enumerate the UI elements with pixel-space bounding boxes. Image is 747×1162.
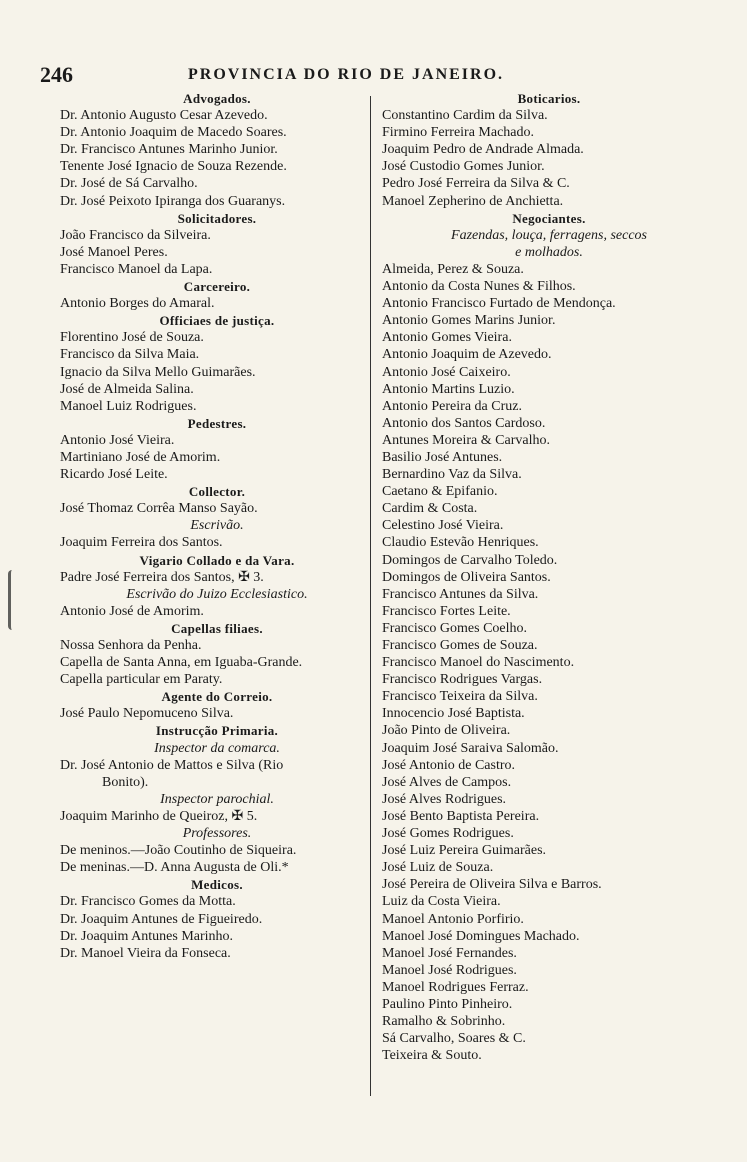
list-item: Ramalho & Sobrinho.	[382, 1014, 506, 1030]
list-item: João Pinto de Oliveira.	[382, 723, 511, 739]
list-item: Francisco Rodrigues Vargas.	[382, 672, 543, 688]
list-item: Francisco Manoel do Nascimento.	[382, 655, 575, 671]
list-item: Capella particular em Paraty.	[60, 672, 223, 688]
list-item: Joaquim Pedro de Andrade Almada.	[382, 142, 584, 158]
list-item: De meninas.—D. Anna Augusta de Oli.*	[60, 860, 289, 876]
section-heading: Solicitadores.	[177, 210, 257, 226]
list-item: Manoel Zepherino de Anchietta.	[382, 193, 564, 209]
list-item: Antonio José Caixeiro.	[382, 364, 511, 380]
list-item: Claudio Estevão Henriques.	[382, 535, 539, 551]
list-item: Francisco da Silva Maia.	[60, 347, 200, 363]
section-heading: Capellas filiaes.	[171, 620, 263, 636]
list-item: Antonio José de Amorim.	[60, 603, 204, 619]
margin-mark	[8, 570, 19, 630]
list-item: José Gomes Rodrigues.	[382, 826, 514, 842]
section-subheading: Escrivão.	[190, 518, 244, 534]
list-item: Martiniano José de Amorim.	[60, 449, 221, 465]
section-heading: Boticarios.	[517, 91, 581, 106]
list-item: José Bento Baptista Pereira.	[382, 808, 540, 824]
list-item-continuation: Bonito).	[102, 774, 149, 790]
list-item: Manoel Antonio Porfirio.	[382, 911, 524, 927]
list-item: Tenente José Ignacio de Souza Rezende.	[60, 159, 287, 175]
list-item: Dr. Antonio Joaquim de Macedo Soares.	[60, 125, 287, 141]
list-item: Pedro José Ferreira da Silva & C.	[382, 176, 570, 192]
list-item: Dr. Joaquim Antunes Marinho.	[60, 928, 234, 944]
section-heading: Carcereiro.	[183, 279, 251, 295]
list-item: Manoel Rodrigues Ferraz.	[382, 979, 529, 995]
list-item: Antonio José Vieira.	[60, 432, 175, 448]
list-item: Celestino José Vieira.	[382, 518, 504, 534]
section-heading: Agente do Correio.	[161, 689, 273, 705]
list-item: Francisco Antunes da Silva.	[382, 586, 539, 602]
section-heading: Advogados.	[183, 91, 251, 106]
section-subheading: Fazendas, louça, ferragens, seccos	[451, 227, 647, 243]
list-item: Antonio Gomes Vieira.	[382, 330, 512, 346]
list-item: José Thomaz Corrêa Manso Sayão.	[60, 501, 258, 517]
section-heading: Medicos.	[191, 877, 243, 893]
list-item: Francisco Manoel da Lapa.	[60, 261, 213, 277]
section-heading: Officiaes de justiça.	[159, 313, 275, 329]
list-item: Florentino José de Souza.	[60, 330, 204, 346]
section-subheading: Escrivão do Juizo Ecclesiastico.	[126, 586, 308, 602]
list-item: José Paulo Nepomuceno Silva.	[60, 706, 234, 722]
section-heading: Pedestres.	[187, 415, 247, 431]
list-item: Paulino Pinto Pinheiro.	[382, 996, 513, 1012]
list-item: Ricardo José Leite.	[60, 467, 168, 483]
section-heading: Collector.	[188, 484, 246, 500]
list-item: Antonio Gomes Marins Junior.	[382, 313, 556, 329]
list-item: José Manoel Peres.	[60, 244, 168, 260]
list-item: Domingos de Carvalho Toledo.	[382, 552, 558, 568]
list-item: Antonio dos Santos Cardoso.	[382, 415, 546, 431]
list-item: Manoel José Domingues Machado.	[382, 928, 580, 944]
list-item: Dr. Manoel Vieira da Fonseca.	[60, 945, 231, 961]
section-subheading: Professores.	[182, 826, 252, 842]
list-item: Antonio Francisco Furtado de Mendonça.	[382, 296, 616, 312]
list-item: Dr. José de Sá Carvalho.	[60, 176, 198, 192]
list-item: Padre José Ferreira dos Santos, ✠ 3.	[60, 569, 264, 585]
list-item: Teixeira & Souto.	[382, 1048, 482, 1064]
list-item: Bernardino Vaz da Silva.	[382, 467, 522, 483]
list-item: Basilio José Antunes.	[382, 449, 503, 465]
section-subheading: Inspector da comarca.	[154, 740, 280, 756]
list-item: Cardim & Costa.	[382, 501, 478, 517]
page-number: 246	[40, 62, 73, 87]
list-item: Francisco Gomes de Souza.	[382, 638, 538, 653]
list-item: Luiz da Costa Vieira.	[382, 894, 501, 910]
page-header	[40, 62, 720, 88]
list-item: Manoel Luiz Rodrigues.	[60, 398, 197, 414]
list-item: Antonio Borges do Amaral.	[60, 296, 215, 312]
list-item: Antonio Martins Luzio.	[382, 381, 515, 397]
list-item: José Luiz Pereira Guimarães.	[382, 843, 547, 859]
list-item: Constantino Cardim da Silva.	[382, 108, 548, 124]
section-subheading: Inspector parochial.	[160, 791, 274, 807]
list-item: Caetano & Epifanio.	[382, 484, 498, 500]
list-item: Almeida, Perez & Souza.	[382, 261, 524, 277]
list-item: Joaquim Marinho de Queiroz, ✠ 5.	[60, 808, 258, 824]
running-title: PROVINCIA DO RIO DE JANEIRO.	[188, 66, 505, 83]
list-item: Dr. Francisco Antunes Marinho Junior.	[60, 142, 278, 158]
right-column	[374, 90, 724, 1064]
list-item: Antonio Pereira da Cruz.	[382, 398, 522, 414]
list-item: Innocencio José Baptista.	[382, 706, 525, 722]
list-item: Ignacio da Silva Mello Guimarães.	[60, 364, 256, 380]
section-heading: Vigario Collado e da Vara.	[139, 552, 295, 568]
section-heading: Instrucção Primaria.	[155, 723, 279, 739]
left-column	[52, 90, 382, 962]
list-item: Nossa Senhora da Penha.	[60, 638, 202, 653]
list-item: Manoel José Rodrigues.	[382, 962, 517, 978]
list-item: Manoel José Fernandes.	[382, 945, 517, 961]
list-item: Joaquim Ferreira dos Santos.	[60, 535, 223, 551]
list-item: De meninos.—João Coutinho de Siqueira.	[60, 843, 297, 859]
list-item: José Custodio Gomes Junior.	[382, 159, 545, 175]
list-item: Antonio Joaquim de Azevedo.	[382, 347, 552, 363]
list-item: Domingos de Oliveira Santos.	[382, 569, 551, 585]
list-item: Capella de Santa Anna, em Iguaba-Grande.	[60, 655, 303, 671]
list-item: Antunes Moreira & Carvalho.	[382, 432, 550, 448]
list-item: João Francisco da Silveira.	[60, 227, 211, 243]
section-subheading: e molhados.	[515, 244, 583, 260]
list-item: Dr. José Antonio de Mattos e Silva (Rio	[60, 757, 284, 773]
list-item: José Alves de Campos.	[382, 774, 512, 790]
list-item: Dr. Francisco Gomes da Motta.	[60, 894, 236, 910]
list-item: José de Almeida Salina.	[60, 381, 194, 397]
list-item: José Pereira de Oliveira Silva e Barros.	[382, 877, 602, 893]
list-item: Francisco Teixeira da Silva.	[382, 689, 538, 705]
list-item: Firmino Ferreira Machado.	[382, 125, 535, 141]
list-item: Sá Carvalho, Soares & C.	[382, 1031, 526, 1047]
list-item: Joaquim José Saraiva Salomão.	[382, 740, 559, 756]
list-item: José Antonio de Castro.	[382, 757, 515, 773]
list-item: Francisco Fortes Leite.	[382, 603, 511, 619]
list-item: José Alves Rodrigues.	[382, 791, 507, 807]
list-item: Dr. Antonio Augusto Cesar Azevedo.	[60, 108, 268, 124]
list-item: Antonio da Costa Nunes & Filhos.	[382, 279, 576, 295]
list-item: Dr. Joaquim Antunes de Figueiredo.	[60, 911, 263, 927]
section-heading: Negociantes.	[512, 210, 586, 226]
list-item: Dr. José Peixoto Ipiranga dos Guaranys.	[60, 193, 286, 209]
list-item: Francisco Gomes Coelho.	[382, 620, 528, 636]
list-item: José Luiz de Souza.	[382, 860, 494, 876]
